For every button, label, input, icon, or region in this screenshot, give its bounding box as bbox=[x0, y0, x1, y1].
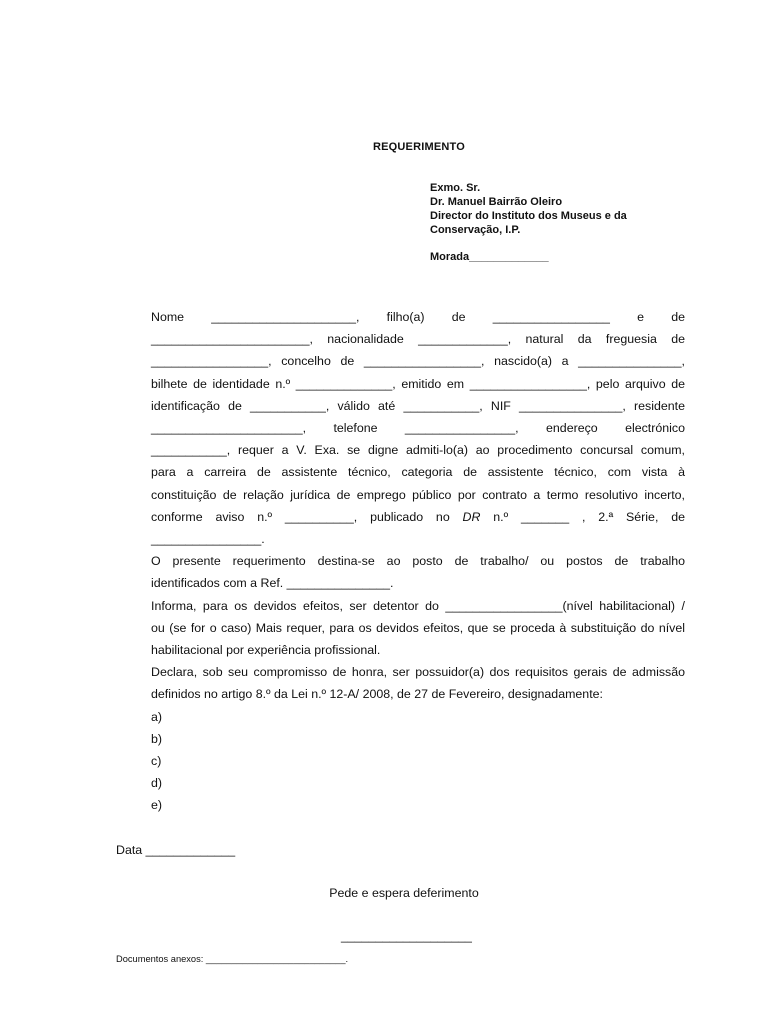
informa-line: Informa, para os devidos efeitos, ser detentor do _________________(nível habilitacional) / bbox=[151, 598, 685, 613]
informa-line: ou (se for o caso) Mais requer, para os devidos efeitos, que se proceda à substituição do nível bbox=[151, 620, 685, 635]
presente-line: identificados com a Ref. _______________. bbox=[151, 576, 394, 591]
body-line: _______________________, nacionalidade _____________, natural da freguesia de bbox=[151, 332, 685, 347]
aviso-line bbox=[151, 506, 685, 528]
requisite-item: d) bbox=[151, 776, 163, 791]
requisite-item: e) bbox=[151, 798, 163, 813]
addressee-salutation: Exmo. Sr. bbox=[430, 182, 481, 194]
addressee-name: Dr. Manuel Bairrão Oleiro bbox=[430, 196, 563, 208]
closing-phrase: Pede e espera deferimento bbox=[329, 886, 479, 900]
requisite-item: c) bbox=[151, 754, 162, 769]
document-title: REQUERIMENTO bbox=[372, 141, 466, 153]
addressee-role: Director do Instituto dos Museus e da bbox=[430, 210, 627, 222]
body-line: para a carreira de assistente técnico, categoria de assistente técnico, com vista à bbox=[151, 465, 685, 480]
body-line: ___________, requer a V. Exa. se digne admiti-lo(a) ao procedimento concursal comum, bbox=[151, 443, 685, 458]
requisite-item: a) bbox=[151, 709, 163, 724]
body-line: ______________________, telefone ________________, endereço electrónico bbox=[151, 421, 685, 436]
requisite-item: b) bbox=[151, 731, 163, 746]
aviso-before: conforme aviso n.º __________, publicado no bbox=[151, 509, 450, 524]
body-line: constituição de relação jurídica de emprego público por contrato a termo resolutivo incerto, bbox=[151, 487, 685, 502]
signature-line: ___________________ bbox=[341, 929, 472, 943]
aviso-after: n.º _______ , 2.ª Série, de bbox=[493, 509, 685, 524]
date-field: Data _____________ bbox=[116, 843, 236, 857]
request-body bbox=[151, 306, 685, 817]
attached-documents: Documentos anexos: ___________________________. bbox=[116, 954, 349, 964]
presente-line: O presente requerimento destina-se ao posto de trabalho/ ou postos de trabalho bbox=[151, 554, 685, 569]
declara-line: definidos no artigo 8.º da Lei n.º 12-A/ 2008, de 27 de Fevereiro, designadamente: bbox=[151, 687, 603, 702]
body-line: bilhete de identidade n.º ______________, emitido em _________________, pelo arquivo de bbox=[151, 376, 685, 391]
body-line: Nome _____________________, filho(a) de _________________ e de bbox=[151, 310, 685, 324]
aviso-date: ________________. bbox=[151, 532, 265, 547]
morada-field: Morada_____________ bbox=[430, 251, 549, 263]
body-line: identificação de ___________, válido até ___________, NIF _______________, residente bbox=[151, 398, 685, 413]
declara-line: Declara, sob seu compromisso de honra, ser possuidor(a) dos requisitos gerais de admissão bbox=[151, 665, 685, 680]
addressee-role-cont: Conservação, I.P. bbox=[430, 224, 521, 236]
informa-line: habilitacional por experiência profissional. bbox=[151, 643, 381, 658]
dr-abbrev: DR bbox=[462, 509, 481, 524]
body-line: _________________, concelho de _________________, nascido(a) a _______________, bbox=[151, 354, 685, 369]
addressee-block bbox=[430, 181, 627, 264]
